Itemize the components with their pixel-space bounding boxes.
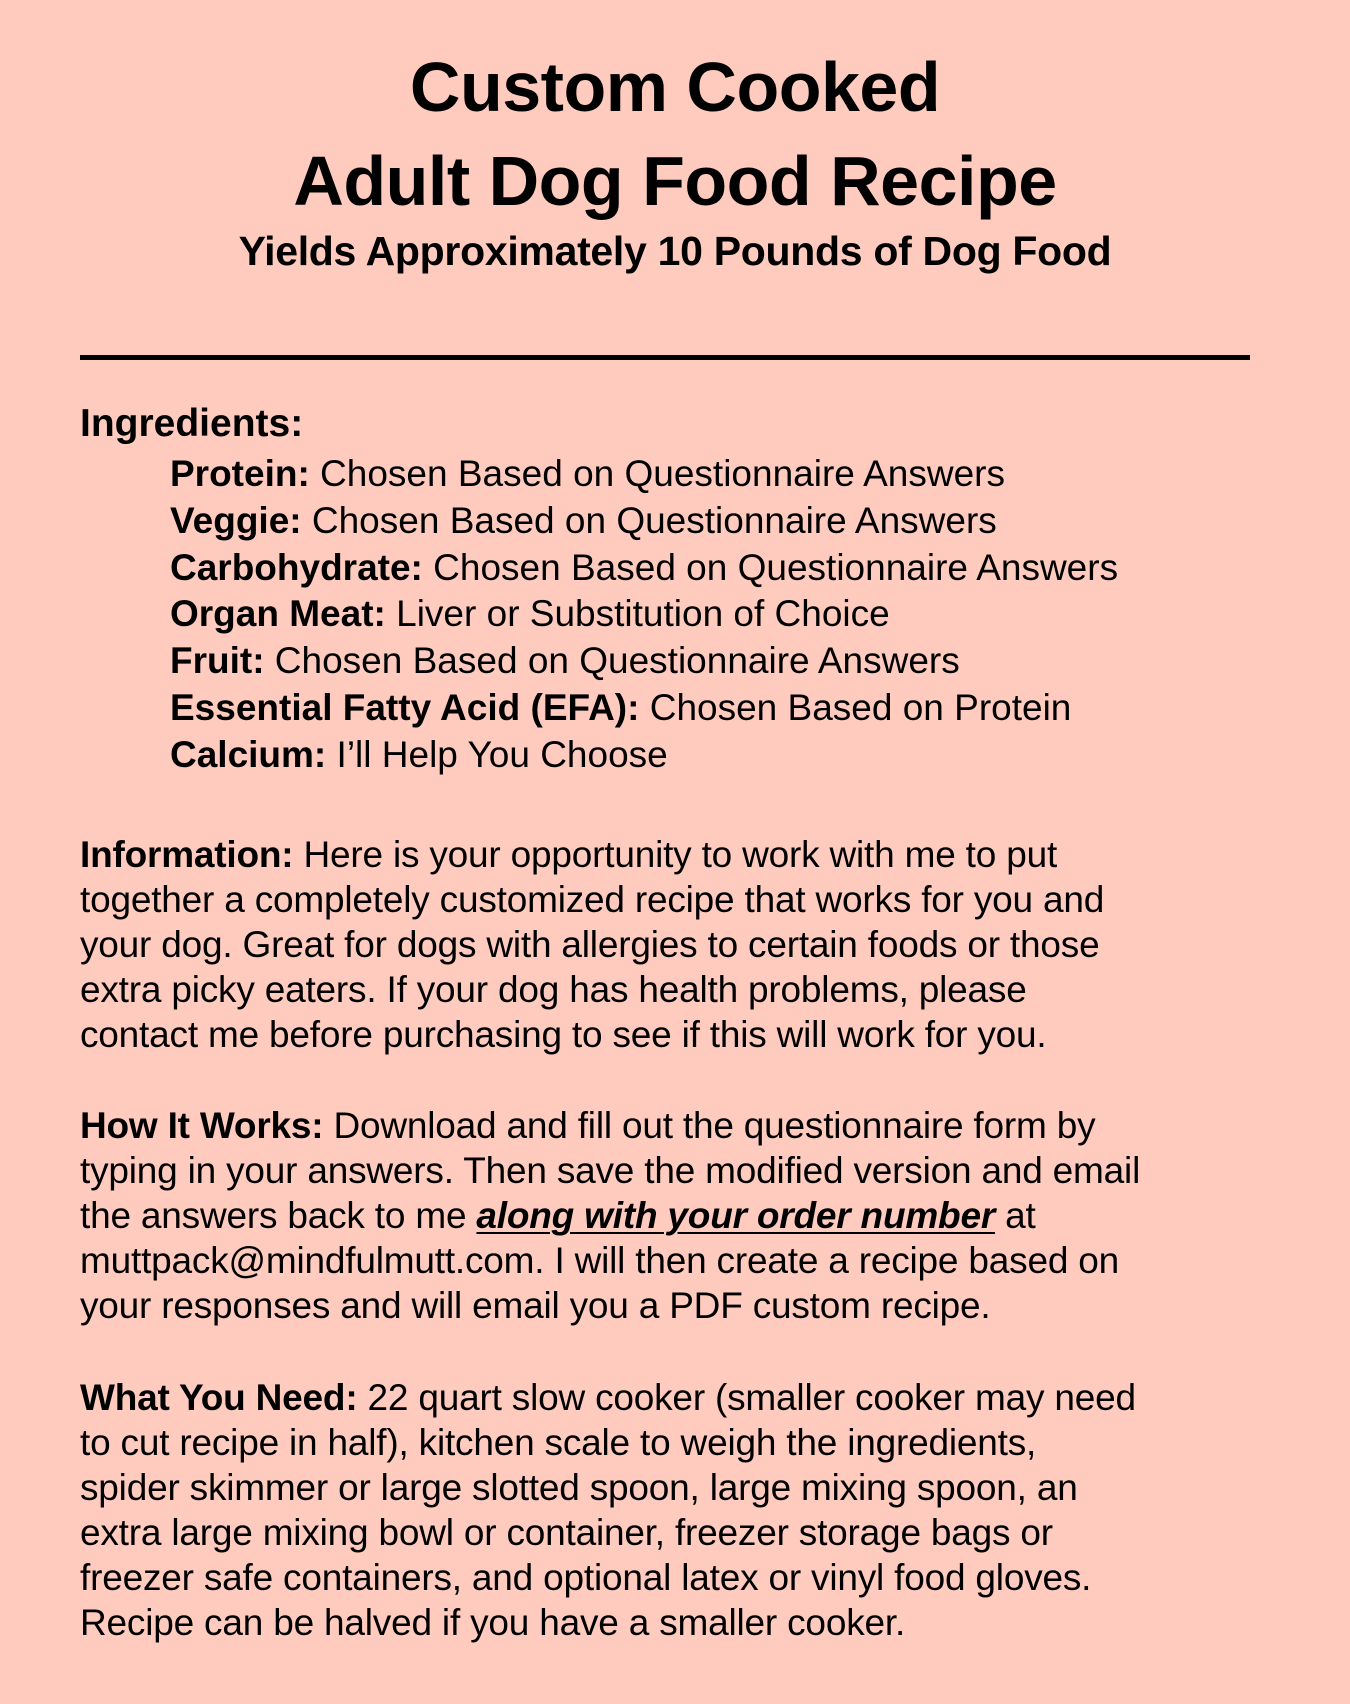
ingredients-heading: Ingredients: <box>80 402 304 445</box>
ingredient-value: Chosen Based on Questionnaire Answers <box>264 640 960 682</box>
paragraph-text: Here is your opportunity to work with me to put <box>293 834 1058 875</box>
information-paragraph <box>80 832 1280 1057</box>
ingredient-label: Fruit: <box>170 640 265 682</box>
paragraph-line <box>80 1193 1280 1238</box>
ingredient-value: Chosen Based on Questionnaire Answers <box>309 453 1005 494</box>
ingredient-label: Calcium: <box>170 733 327 775</box>
paragraph-line: Recipe can be halved if you have a smaller cooker. <box>80 1602 906 1643</box>
paragraph-line: together a completely customized recipe that works for you and <box>80 879 1105 920</box>
ingredient-item-veggie <box>170 498 1118 545</box>
paragraph-text: the answers back to me <box>80 1195 477 1236</box>
paragraph-line <box>80 1103 1280 1148</box>
order-number-emphasis: along with your order number <box>476 1195 996 1236</box>
ingredient-item-efa <box>170 685 1118 732</box>
page-title-line-2: Adult Dog Food Recipe <box>293 142 1057 220</box>
ingredient-value: Chosen Based on Questionnaire Answers <box>301 499 997 541</box>
ingredient-label: Veggie: <box>170 499 302 541</box>
ingredient-label: Essential Fatty Acid (EFA): <box>170 686 640 728</box>
paragraph-line: your responses and will email you a PDF custom recipe. <box>80 1285 991 1326</box>
paragraph-line <box>80 832 1280 877</box>
how-it-works-paragraph <box>80 1103 1280 1328</box>
paragraph-line: extra picky eaters. If your dog has health problems, please <box>80 969 1027 1010</box>
ingredient-label: Protein: <box>170 453 310 494</box>
ingredient-value: Liver or Substitution of Choice <box>385 593 890 635</box>
ingredient-item-calcium <box>170 732 1118 779</box>
ingredient-value: I’ll Help You Choose <box>326 733 668 775</box>
ingredient-item-organ-meat <box>170 591 1118 638</box>
paragraph-text: 22 quart slow cooker (smaller cooker may need <box>357 1377 1136 1418</box>
paragraph-line: your dog. Great for dogs with allergies to certain foods or those <box>80 924 1100 965</box>
what-you-need-label: What You Need: <box>80 1377 358 1418</box>
paragraph-line: typing in your answers. Then save the modified version and email <box>80 1150 1141 1191</box>
ingredient-label: Carbohydrate: <box>170 546 423 588</box>
paragraph-line: spider skimmer or large slotted spoon, large mixing spoon, an <box>80 1467 1078 1508</box>
paragraph-line: to cut recipe in half), kitchen scale to weigh the ingredients, <box>80 1422 1037 1463</box>
ingredient-item-carbohydrate <box>170 545 1118 592</box>
section-divider <box>80 355 1250 360</box>
ingredient-item-fruit <box>170 638 1118 685</box>
paragraph-line <box>80 1375 1280 1420</box>
ingredient-label: Organ Meat: <box>170 593 386 635</box>
contact-email-line: muttpack@mindfulmutt.com. I will then create a recipe based on <box>80 1240 1120 1281</box>
paragraph-text: Download and fill out the questionnaire form by <box>323 1105 1096 1146</box>
paragraph-line: contact me before purchasing to see if this will work for you. <box>80 1014 1047 1055</box>
ingredient-item-protein <box>170 451 1118 498</box>
ingredient-value: Chosen Based on Protein <box>639 686 1072 728</box>
information-label: Information: <box>80 834 294 875</box>
ingredient-value: Chosen Based on Questionnaire Answers <box>422 546 1119 588</box>
how-it-works-label: How It Works: <box>80 1105 324 1146</box>
paragraph-line: freezer safe containers, and optional latex or vinyl food gloves. <box>80 1557 1092 1598</box>
paragraph-line: extra large mixing bowl or container, freezer storage bags or <box>80 1512 1053 1553</box>
paragraph-text: at <box>995 1195 1036 1236</box>
ingredients-list <box>170 451 1118 779</box>
what-you-need-paragraph <box>80 1375 1280 1645</box>
page-subtitle: Yields Approximately 10 Pounds of Dog Food <box>238 228 1112 274</box>
page-title-line-1: Custom Cooked <box>409 48 941 126</box>
